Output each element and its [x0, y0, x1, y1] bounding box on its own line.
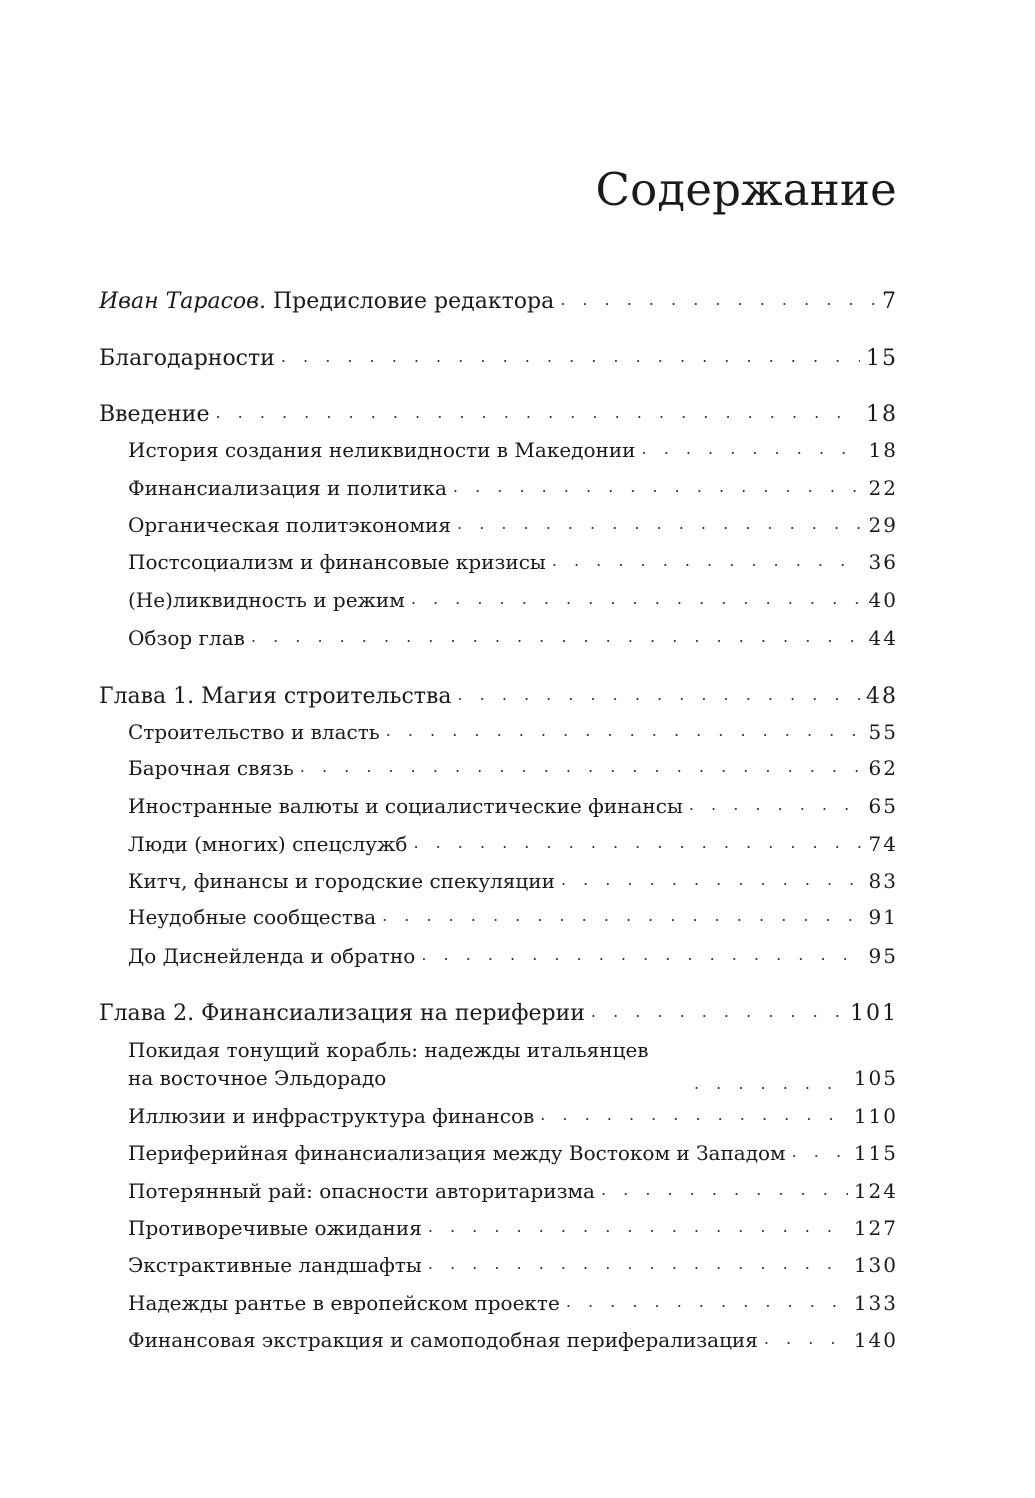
toc-subentry[interactable]: [128, 1102, 898, 1130]
toc-entry-page: 18: [866, 402, 898, 427]
toc-subentry[interactable]: [128, 1326, 898, 1354]
toc-subentry[interactable]: [128, 792, 898, 820]
dot-leader: [413, 831, 862, 851]
dot-leader: [566, 1290, 848, 1310]
dot-leader: [764, 1327, 848, 1347]
toc-entry-page: 74: [868, 832, 898, 856]
dot-leader: [215, 399, 860, 421]
dot-leader: [382, 904, 862, 924]
dot-leader: [428, 1252, 848, 1272]
page-title: Содержание: [595, 163, 897, 216]
toc-entry-page: 22: [868, 476, 898, 500]
toc-subentry[interactable]: [128, 1139, 898, 1167]
dot-leader: [591, 998, 844, 1020]
dot-leader: [642, 437, 863, 457]
dot-leader: [552, 549, 863, 569]
dot-leader: [281, 343, 860, 365]
toc-entry-page: 44: [868, 626, 898, 650]
toc-entry-title: Неудобные сообщества: [128, 905, 377, 929]
toc-entry-author: Иван Тарасов.: [99, 289, 266, 314]
toc-entry-title: Потерянный рай: опасности авторитаризма: [128, 1179, 595, 1203]
dot-leader: [561, 868, 863, 888]
toc-entry-chapter-1[interactable]: [99, 681, 898, 712]
toc-entry-title: Финансовая экстракция и самоподобная периферализация: [128, 1328, 758, 1352]
toc-entry-page: 7: [882, 289, 898, 314]
dot-leader: [457, 681, 860, 703]
toc-subentry[interactable]: [128, 511, 898, 539]
toc-entry-page: 124: [853, 1179, 898, 1203]
toc-subentry[interactable]: [128, 1251, 898, 1279]
dot-leader: [689, 793, 863, 813]
toc-entry-page: 130: [853, 1253, 898, 1277]
toc-entry-page: 127: [853, 1216, 898, 1240]
toc-entry-title: Противоречивые ожидания: [128, 1216, 422, 1240]
toc-entry-title: Постсоциализм и финансовые кризисы: [128, 550, 546, 574]
toc-subentry[interactable]: [128, 1289, 898, 1317]
dot-leader: [411, 587, 863, 607]
toc-entry-title: Периферийная финансиализация между Востоком и Западом: [128, 1141, 786, 1165]
toc-entry-title: Введение: [99, 402, 210, 427]
toc-entry-title: Финансиализация и политика: [128, 476, 447, 500]
toc-entry-title: Иностранные валюты и социалистические финансы: [128, 794, 683, 818]
toc-entry-page: 18: [868, 438, 898, 462]
toc-entry-title: Органическая политэкономия: [128, 513, 452, 537]
toc-entry-page: 36: [868, 550, 898, 574]
toc-entry-page: 40: [868, 588, 898, 612]
dot-leader: [457, 512, 863, 532]
toc-subentry[interactable]: [128, 548, 898, 576]
toc-entry-title: Благодарности: [99, 346, 275, 371]
toc-entry-title: Глава 2. Финансиализация на периферии: [99, 1001, 585, 1026]
dot-leader: [300, 755, 863, 775]
toc-entry-page: 62: [868, 756, 898, 780]
toc-subentry[interactable]: [128, 942, 898, 970]
toc-entry-title: Иллюзии и инфраструктура финансов: [128, 1104, 535, 1128]
dot-leader: [601, 1178, 848, 1198]
toc-subentry[interactable]: [128, 1214, 898, 1242]
dot-leader: [792, 1140, 848, 1160]
toc-entry-page: 15: [866, 346, 898, 371]
toc-entry-page: 48: [866, 684, 898, 709]
toc-entry-page: 115: [853, 1141, 898, 1165]
toc-entry-title: Люди (многих) спецслужб: [128, 832, 408, 856]
toc-entry-page: 55: [868, 720, 898, 744]
toc-subentry[interactable]: [128, 754, 898, 782]
toc-entry-title: Надежды рантье в европейском проекте: [128, 1291, 560, 1315]
toc-subentry[interactable]: [128, 1036, 898, 1092]
dot-leader: [694, 1072, 848, 1092]
dot-leader: [540, 1103, 848, 1123]
toc-entry-introduction[interactable]: [99, 399, 898, 430]
toc-subentry[interactable]: [128, 718, 898, 746]
toc-entry-page: 65: [868, 794, 898, 818]
toc-entry-page: 110: [853, 1104, 898, 1128]
toc-entry-title: Обзор глав: [128, 626, 245, 650]
toc-entry-page: 105: [853, 1066, 898, 1090]
toc-subentry[interactable]: [128, 624, 898, 652]
toc-entry-page: 140: [853, 1328, 898, 1352]
toc-entry-page: 101: [850, 1001, 898, 1026]
toc-entry-title: Покидая тонущий корабль: надежды итальянцев на восточное Эльдорадо: [128, 1038, 649, 1090]
dot-leader: [251, 625, 863, 645]
dot-leader: [453, 475, 863, 495]
toc-subentry[interactable]: [128, 586, 898, 614]
dot-leader: [386, 719, 863, 739]
toc-entry-editor-preface[interactable]: [99, 286, 898, 317]
toc-entry-title: Китч, финансы и городские спекуляции: [128, 869, 555, 893]
toc-entry-title: Глава 1. Магия строительства: [99, 684, 452, 709]
toc-entry-page: 91: [868, 905, 898, 929]
toc-entry-title: (Не)ликвидность и режим: [128, 588, 405, 612]
dot-leader: [560, 286, 876, 308]
toc-entry-title: Барочная связь: [128, 756, 294, 780]
dot-leader: [421, 943, 862, 963]
toc-entry-page: 95: [868, 944, 898, 968]
toc-subentry[interactable]: [128, 867, 898, 895]
toc-entry-title: Иван Тарасов. Предисловие редактора: [99, 289, 555, 314]
toc-entry-page: 83: [868, 869, 898, 893]
toc-subentry[interactable]: [128, 436, 898, 464]
toc-entry-acknowledgements[interactable]: [99, 343, 898, 374]
toc-entry-title: До Диснейленда и обратно: [128, 944, 416, 968]
toc-subentry[interactable]: [128, 903, 898, 931]
toc-entry-page: 133: [853, 1291, 898, 1315]
toc-entry-title: Строительство и власть: [128, 720, 380, 744]
dot-leader: [428, 1215, 848, 1235]
toc-entry-page: 29: [868, 513, 898, 537]
toc-subentry[interactable]: [128, 1177, 898, 1205]
toc-entry-title: История создания неликвидности в Македонии: [128, 438, 636, 462]
toc-subentry[interactable]: [128, 830, 898, 858]
toc-subentry[interactable]: [128, 474, 898, 502]
toc-entry-chapter-2[interactable]: [99, 998, 898, 1029]
toc-entry-title: Экстрактивные ландшафты: [128, 1253, 422, 1277]
